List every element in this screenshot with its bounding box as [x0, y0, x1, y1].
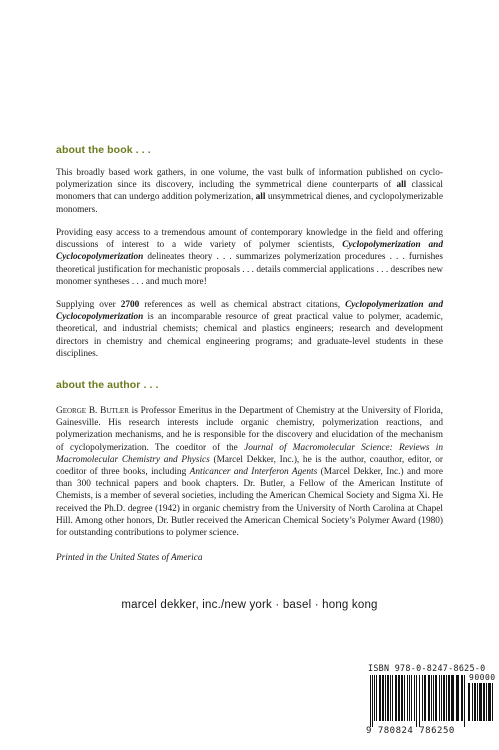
text: is an incomparable resource of great practical value to polymer, academic, theoretical, and industrial chemists; chemical and plastics engineers; research and development directors in chemistry and chemical engineering programs; and graduate-level students in these disciplines. [56, 312, 443, 359]
barcode-bar [456, 675, 459, 721]
barcode-bar [379, 675, 381, 721]
barcode-bar [443, 675, 445, 721]
book-title: Cyclopolymerization and Cyclocopolymerization [56, 300, 444, 323]
emphasis: all [255, 192, 266, 203]
book-title: Cyclopolymerization and Cyclocopolymerization [56, 240, 443, 263]
barcode-bar [385, 675, 386, 721]
barcode-bar [382, 675, 384, 721]
barcode-bar [468, 683, 470, 721]
barcode-bar [424, 675, 426, 721]
barcode-bar [395, 675, 397, 721]
barcode-bar [398, 675, 400, 721]
barcode-bar [477, 683, 478, 721]
barcode-bar [428, 675, 430, 721]
barcode-bar [374, 675, 375, 721]
printed-in-line: Printed in the United States of America [56, 553, 203, 563]
barcode-bar [451, 675, 454, 721]
publisher-line: marcel dekker, inc./new york · basel · hong kong [121, 599, 378, 611]
barcode-bar [416, 675, 417, 727]
emphasis: 2700 [120, 300, 140, 310]
barcode-bar [441, 675, 442, 721]
ean-barcode-bars [370, 675, 466, 727]
book-paragraph-3 [56, 299, 443, 360]
barcode-bar [488, 683, 491, 721]
book-paragraph-1 [56, 167, 443, 216]
text: references as well as chemical abstract citations, [139, 300, 346, 310]
barcode-bar [492, 683, 493, 721]
text: (Marcel Dekker, Inc.) and more than 300 technical papers and book chapters. Dr. Butler, a Fellow of the American Institute of Chemists, is a member of several societies, including the American Chemical Society and Sigma Xi. He received the Ph.D. degree (1942) in organic chemistry from the University of North Carolina at Chapel Hill. Among other honors, Dr. Butler received the American Chemical Society’s Polymer Award (1980) for outstanding contributions to polymer science. [56, 467, 444, 539]
barcode-bar [464, 675, 465, 727]
barcode-bar [461, 675, 463, 721]
addon-number: 90000 [469, 673, 496, 682]
book-paragraph-2 [56, 227, 443, 288]
barcode-bar [472, 683, 473, 721]
barcode-bar [433, 675, 434, 721]
barcode-bar [474, 683, 476, 721]
text: is Professor Emeritus in the Department of Chemistry at the University of Florida, Gainesville. His research interests include organic chemistry, polymerization reactions, and polymerization mechanisms, and he is responsible for the discovery and elucidation of the mechanism of cyclopolymerization. The coeditor of the [56, 406, 443, 453]
barcode-bar [372, 675, 373, 727]
text: Providing easy access to a tremendous amount of contemporary knowledge in the field and offering discussions of interest to a wide variety of polymer scientists, [56, 228, 443, 251]
text: Supplying over [56, 300, 121, 310]
text: unsymmetrical dienes, and cyclopolymerizable monomers. [56, 192, 443, 215]
isbn-text: ISBN 978-0-8247-8625-0 [368, 663, 486, 673]
about-the-author-heading: about the author . . . [56, 379, 159, 391]
addon-barcode-bars [468, 683, 494, 727]
barcode-bar [446, 675, 447, 721]
barcode-bar [439, 675, 440, 721]
barcode-bar [419, 675, 420, 727]
book-title: Anticancer and Interferon Agents [189, 467, 318, 478]
text: (Marcel Dekker, Inc.), he is the author, coauthor, editor, or coeditor of three books, including [56, 454, 444, 478]
about-the-book-heading: about the book . . . [56, 144, 151, 156]
barcode-bar [448, 675, 450, 721]
barcode-bar [390, 675, 391, 721]
barcode-bar [486, 683, 487, 721]
barcode-bar [407, 675, 408, 721]
barcode-bar [414, 675, 415, 721]
barcode-bar [483, 683, 485, 721]
text: delineates theory . . . summarizes polymerization procedures . . . furnishes theoretical justification for mechanistic proposals . . . details commercial applications . . . describes new monomer syntheses . . . and much more! [56, 252, 443, 287]
barcode-bar [422, 675, 423, 721]
barcode-bar [479, 683, 482, 721]
barcode-bar [409, 675, 410, 721]
barcode-bar [376, 675, 377, 721]
text: classical monomers that can undergo addition polymerization, [56, 180, 443, 203]
barcode-bar [411, 675, 412, 721]
barcode-bar [387, 675, 389, 721]
barcode-bar [435, 675, 437, 721]
barcode-bar [370, 675, 371, 727]
barcode-bar [392, 675, 393, 721]
emphasis: all [396, 180, 407, 191]
isbn-barcode [364, 662, 497, 740]
text: This broadly based work gathers, in one volume, the vast bulk of information published on cyclopolymerization since its discovery, including the symmetrical diene counterparts of [56, 168, 443, 191]
barcode-bar [401, 675, 403, 721]
author-paragraph [56, 405, 443, 539]
author-name: George B. Butler [56, 406, 129, 416]
barcode-bar [431, 675, 432, 721]
ean-number: 9 780824 786250 [366, 726, 455, 736]
barcode-bar [404, 675, 405, 721]
journal-title: Journal of Macromolecular Science: Reviews in Macromolecular Chemistry and Physics [56, 442, 443, 465]
